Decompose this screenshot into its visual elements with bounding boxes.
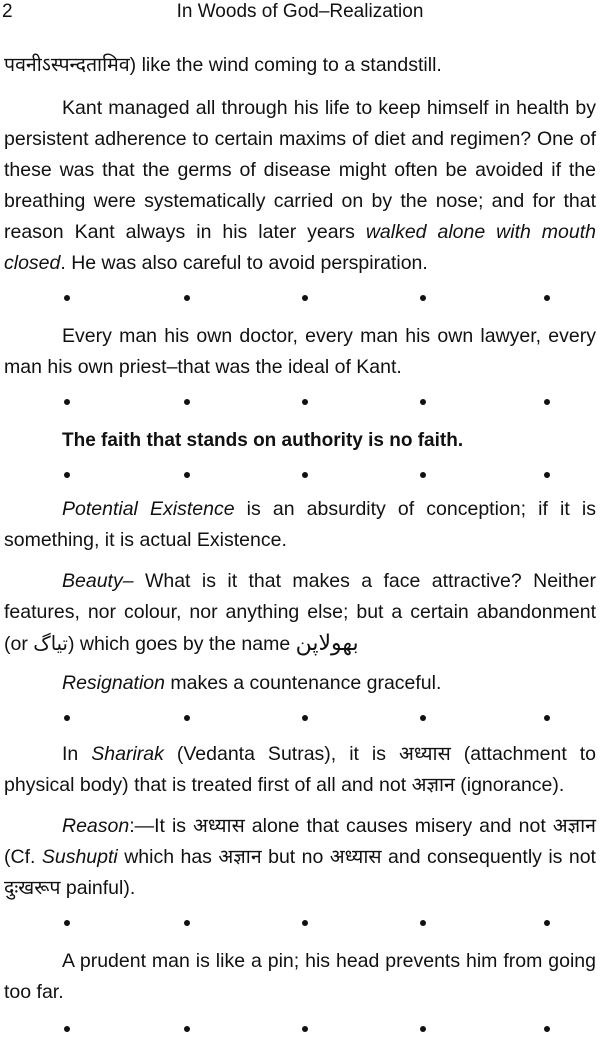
page-header bbox=[0, 0, 600, 30]
paragraph-reason: Reason:—It is अध्यास alone that causes misery and not अज्ञान (Cf. Sushupti which has अज्ञान but no अध्यास and consequently is not दुःखरूप painful). bbox=[4, 815, 596, 899]
dot bbox=[420, 1026, 426, 1032]
hindi-word: अध्यास bbox=[329, 846, 382, 868]
dot bbox=[544, 1026, 550, 1032]
dot bbox=[302, 715, 308, 721]
paragraph-own-doctor: Every man his own doctor, every man his own lawyer, every man his own priest–that was the ideal of Kant. bbox=[4, 325, 596, 378]
paragraph-resignation: Resignation makes a countenance graceful. bbox=[62, 672, 442, 694]
dot bbox=[64, 399, 70, 405]
dot bbox=[420, 399, 426, 405]
dot bbox=[302, 295, 308, 301]
dot bbox=[302, 920, 308, 926]
urdu-word: تیاگ bbox=[33, 632, 68, 655]
page-number: 2 bbox=[2, 1, 13, 22]
paragraph-kant-health: Kant managed all through his life to keep himself in health by persistent adherence to certain maxims of diet and regimen? One of these was that the germs of disease might often be avoided if the breathing were systematically carried on by the nose; and for that reason Kant always in his later years walked alone with mouth closed. He was also careful to avoid perspiration. bbox=[4, 97, 596, 274]
separator-dots bbox=[4, 466, 596, 488]
paragraph-potential-existence: Potential Existence is an absurdity of conception; if it is something, it is actual Existence. bbox=[4, 498, 596, 551]
separator-dots bbox=[4, 289, 596, 311]
separator-dots bbox=[4, 914, 596, 936]
paragraph-prudent-man: A prudent man is like a pin; his head prevents him from going too far. bbox=[4, 950, 596, 1003]
dot bbox=[184, 295, 190, 301]
paragraph-sharirak: In Sharirak (Vedanta Sutras), it is अध्यास (attachment to physical body) that is treated first of all and not अज्ञान (ignorance). bbox=[4, 743, 596, 796]
dot bbox=[64, 715, 70, 721]
dot bbox=[302, 399, 308, 405]
page-body bbox=[4, 50, 596, 1042]
separator-dots bbox=[4, 1020, 596, 1042]
dot bbox=[64, 920, 70, 926]
dot bbox=[184, 920, 190, 926]
dot bbox=[544, 920, 550, 926]
dot bbox=[420, 920, 426, 926]
hindi-word: दुःखरूप bbox=[4, 877, 61, 899]
sanskrit-word: पवनीऽस्पन्दतामिव bbox=[4, 54, 130, 76]
dot bbox=[302, 1026, 308, 1032]
dot bbox=[544, 295, 550, 301]
separator-dots bbox=[4, 709, 596, 731]
dot bbox=[64, 472, 70, 478]
dot bbox=[184, 1026, 190, 1032]
running-title: In Woods of God–Realization bbox=[176, 1, 424, 22]
hindi-word: अध्यास bbox=[399, 743, 451, 765]
dot bbox=[184, 472, 190, 478]
dot bbox=[544, 399, 550, 405]
urdu-word: بھولاپن bbox=[295, 631, 359, 656]
hindi-word: अज्ञान bbox=[218, 846, 262, 868]
hindi-word: अज्ञान bbox=[552, 815, 596, 837]
dot bbox=[544, 472, 550, 478]
dot bbox=[64, 295, 70, 301]
dot bbox=[184, 399, 190, 405]
dot bbox=[420, 472, 426, 478]
dot bbox=[64, 1026, 70, 1032]
bold-quote: The faith that stands on authority is no faith. bbox=[62, 430, 464, 451]
separator-dots bbox=[4, 393, 596, 415]
paragraph-beauty: Beauty– What is it that makes a face attractive? Neither features, nor colour, nor anything else; but a certain abandonment (or تیاگ) which goes by the name بھولاپن bbox=[4, 570, 596, 656]
hindi-word: अज्ञान bbox=[411, 774, 455, 796]
dot bbox=[420, 715, 426, 721]
dot bbox=[184, 715, 190, 721]
dot bbox=[420, 295, 426, 301]
paragraph-1: पवनीऽस्पन्दतामिव) like the wind coming to a standstill. bbox=[4, 54, 442, 76]
dot bbox=[544, 715, 550, 721]
dot bbox=[302, 472, 308, 478]
hindi-word: अध्यास bbox=[193, 815, 245, 837]
